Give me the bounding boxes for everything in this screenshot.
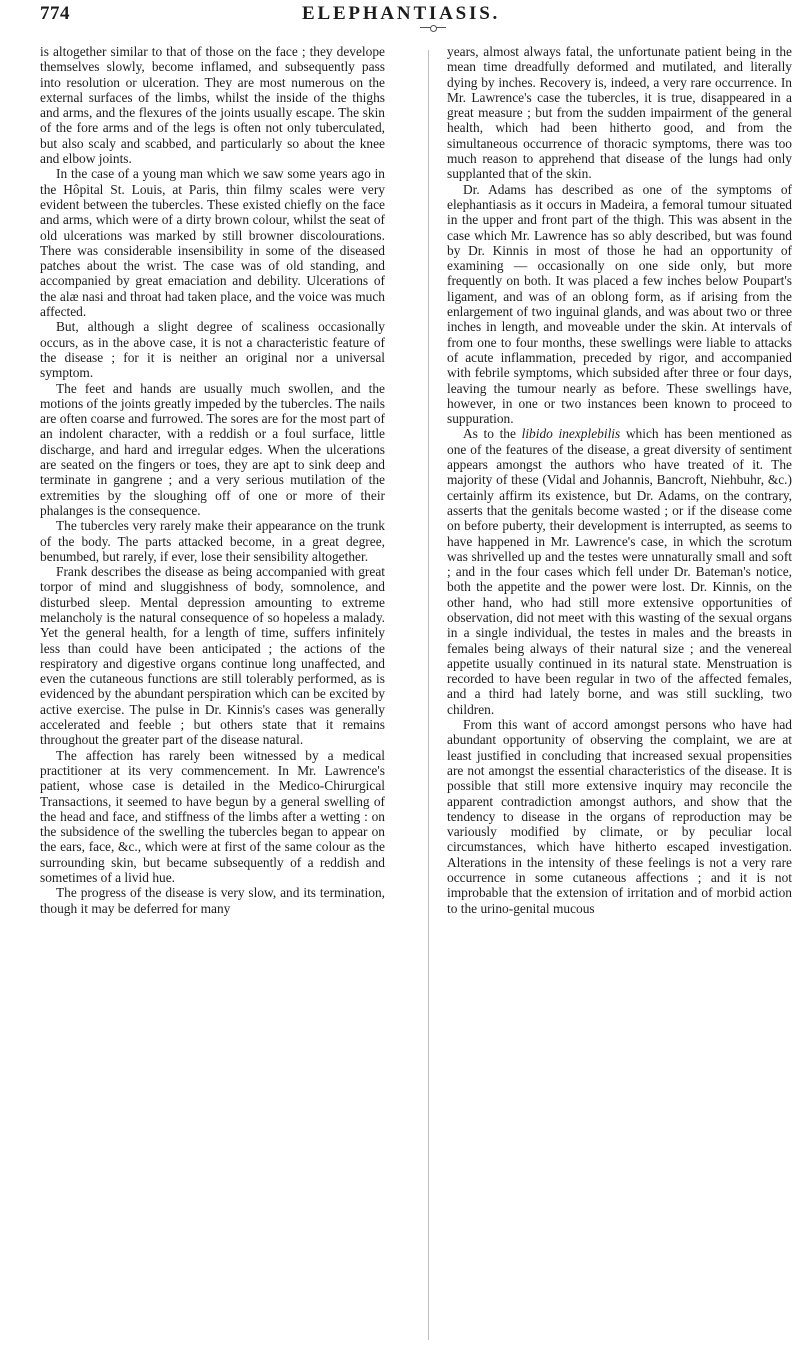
running-head: ELEPHANTIASIS.	[302, 3, 501, 24]
paragraph: Frank describes the disease as being accompanied with great torpor of mind and sluggishness of body, somnolence, and disturbed sleep. Mental depression amounting to extreme melancholy is the natural consequence of so hopeless a malady. Yet the general health, for a length of time, suffers infinitely less than could have been anticipated ; the actions of the respiratory and digestive organs continue long unaffected, and even the cutaneous functions are still tolerably performed, as is evidenced by the abundant perspiration which can be excited by active exercise. The pulse in Dr. Kinnis's cases was generally accelerated and feeble ; but others state that it remains throughout the greater part of the disease natural.	[40, 564, 385, 748]
paragraph: In the case of a young man which we saw some years ago in the Hôpital St. Louis, at Paris, thin filmy scales were very evident between the tubercles. These existed chiefly on the face and arms, which were of a dirty brown colour, whilst the seat of old ulcerations was marked by still browner discolourations. There was considerable insensibility in some of the diseased patches about the wrist. The case was of old standing, and accompanied by great emaciation and debility. Ulcerations of the alæ nasi and throat had taken place, and the voice was much affected.	[40, 166, 385, 320]
paragraph: The feet and hands are usually much swollen, and the motions of the joints greatly impeded by the tubercles. The nails are often coarse and furrowed. The sores are for the most part of an indolent character, with a reddish or a foul surface, little discharge, and hard and irregular edges. When the ulcerations are seated on the fingers or toes, they are apt to sink deep and terminate in gangrene ; and a very serious mutilation of the extremities by the sloughing off of one or more of their phalanges is the consequence.	[40, 380, 385, 518]
paragraph-rest: which has been mentioned as one of the features of the disease, a great diversity of sentiment appears amongst the authors who have treated of it. The majority of these (Vidal and Johannis, Bancroft, Niehbuhr, &c.) certainly affirm its existence, but Dr. Adams, on the contrary, asserts that the genitals become wasted ; or if the disease come on before puberty, their development is interrupted, as seems to have happened in Mr. Lawrence's case, in which the scrotum was shrivelled up and the testes were unnaturally small and soft ; and in the four cases which fell under Dr. Bateman's notice, both the appetite and the power were lost. Dr. Kinnis, on the other hand, who had still more extensive opportunities of observation, did not meet with this wasting of the sexual organs in a single individual, the testes in males and the breasts in females being always of their natural size ; and the venereal appetite usually continued in its natural state. Menstruation is recorded to have been regular in two of the affected females, and a third had lately borne, and was still suckling, two children.	[447, 426, 792, 717]
paragraph: From this want of accord amongst persons who have had abundant opportunity of observing the complaint, we are at least justified in concluding that increased sexual propensities are not amongst the essential characteristics of the disease. It is possible that still more extensive inquiry may reconcile the apparent contradiction amongst authors, and show that the tendency to disease in the organs of reproduction may be variously modified by climate, or by peculiar local circumstances, which have hitherto escaped investigation. Alterations in the intensity of these feelings is not a very rare occurrence in some cutaneous affections ; and it is not improbable that the extension of irritation and of morbid action to the urino-genital mucous	[447, 717, 792, 916]
latin-term: libido inexplebilis	[521, 426, 621, 442]
left-column	[40, 44, 385, 916]
paragraph: The affection has rarely been witnessed by a medical practitioner at its very commencement. In Mr. Lawrence's patient, whose case is detailed in the Medico-Chirurgical Transactions, it seemed to have begun by a general swelling of the head and face, and stiffness of the limbs after a wetting : on the subsidence of the swelling the tubercles began to appear on the ears, face, &c., which were at first of the same colour as the surrounding skin, but became subsequently of a reddish and sometimes of a livid hue.	[40, 747, 385, 886]
header-ornament-icon	[420, 26, 446, 30]
column-divider	[428, 50, 429, 1340]
paragraph: is altogether similar to that of those on the face ; they develope themselves slowly, become inflamed, and subsequently pass into resolution or ulceration. They are most numerous on the external surfaces of the limbs, whilst the inside of the thighs and arms, and the flexures of the joints usually escape. The skin of the fore arms and of the legs is often not only tuberculated, but also scaly and scabbed, and particularly so about the knee and elbow joints.	[40, 44, 385, 167]
paragraph: The progress of the disease is very slow, and its termination, though it may be deferred for many	[40, 885, 385, 916]
page-number: 774	[40, 3, 70, 24]
paragraph: Dr. Adams has described as one of the symptoms of elephantiasis as it occurs in Madeira, a femoral tumour situated in the upper and front part of the thigh. This was absent in the case which Mr. Lawrence has so ably described, but was found by Dr. Kinnis in most of those he had an opportunity of examining — occasionally on one side only, but more frequently on both. It was placed a few inches below Poupart's ligament, and was of an oblong form, as if arising from the enlargement of two inguinal glands, and was about two or three inches in length, and moveable under the skin. At intervals of from one to four months, these swellings were liable to attacks of acute inflammation, preceded by rigor, and accompanied with febrile symptoms, which subsided after three or four days, leaving the tumour nearly as before. These swellings have, however, in one or two instances been known to proceed to suppuration.	[447, 181, 792, 427]
paragraph	[447, 426, 792, 717]
page-header	[0, 0, 800, 40]
paragraph: The tubercles very rarely make their appearance on the trunk of the body. The parts attacked become, in a great degree, benumbed, but rarely, if ever, lose their sensibility altogether.	[40, 518, 385, 564]
paragraph-start: As to the	[463, 426, 516, 442]
paragraph: But, although a slight degree of scaliness occasionally occurs, as in the above case, it is not a characteristic feature of the disease ; for it is neither an original nor a universal symptom.	[40, 319, 385, 381]
paragraph: years, almost always fatal, the unfortunate patient being in the mean time dreadfully deformed and mutilated, and literally dying by inches. Recovery is, indeed, a very rare occurrence. In Mr. Lawrence's case the tubercles, it is true, disappeared in a great measure ; but from the sudden impairment of the general health, which had been hitherto good, and from the simultaneous occurrence of thoracic symptoms, there was too much reason to apprehend that disease of the lungs had only supplanted that of the skin.	[447, 44, 792, 182]
right-column	[447, 44, 792, 916]
